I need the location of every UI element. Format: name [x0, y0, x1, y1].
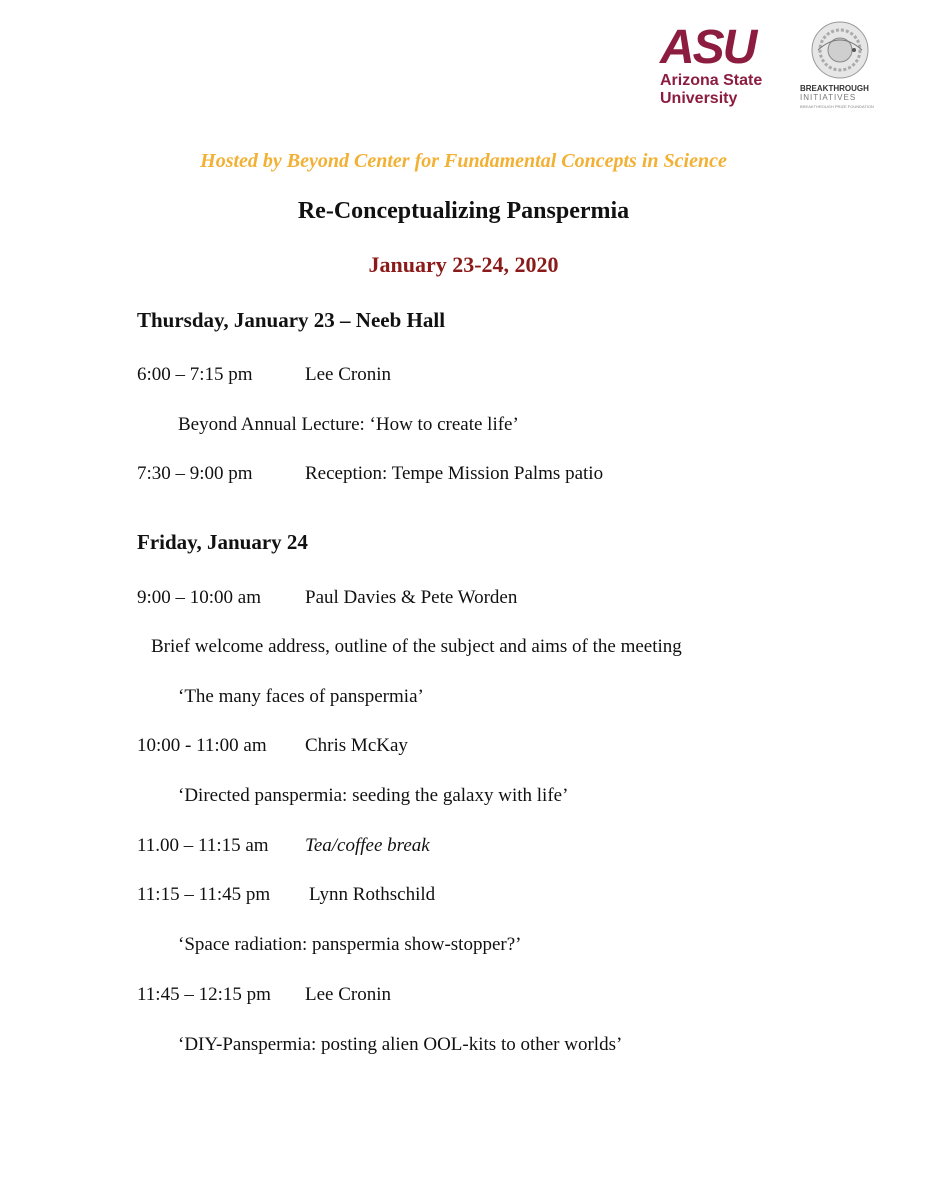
schedule-row: [137, 364, 392, 386]
session-time: 10:00 - 11:00 am: [137, 735, 267, 756]
schedule-row: [137, 587, 518, 609]
schedule-row: [137, 735, 408, 757]
session-speaker: Lee Cronin: [305, 984, 392, 1005]
session-detail: ‘Space radiation: panspermia show-stopper?’: [178, 934, 522, 955]
session-time: 6:00 – 7:15 pm: [137, 364, 253, 385]
session-speaker: Paul Davies & Pete Worden: [305, 587, 518, 608]
breakthrough-globe-icon: [810, 20, 870, 80]
breakthrough-line3: BREAKTHROUGH PRIZE FOUNDATION: [800, 104, 874, 109]
schedule-row: [137, 884, 436, 906]
session-detail: ‘Directed panspermia: seeding the galaxy with life’: [178, 785, 569, 806]
breakthrough-initiatives-logo: [800, 20, 880, 120]
session-speaker: Chris McKay: [305, 735, 408, 756]
hosted-by-line: Hosted by Beyond Center for Fundamental Concepts in Science: [200, 150, 727, 172]
session-speaker: Reception: Tempe Mission Palms patio: [305, 463, 604, 484]
breakthrough-line2: INITIATIVES: [800, 93, 857, 102]
schedule-row: [137, 835, 430, 857]
session-break: Tea/coffee break: [305, 835, 430, 856]
event-dates: January 23-24, 2020: [368, 252, 559, 277]
schedule-row: [137, 463, 604, 485]
day-heading-thursday: Thursday, January 23 – Neeb Hall: [137, 308, 446, 332]
event-title: Re-Conceptualizing Panspermia: [297, 198, 630, 224]
session-time: 11:15 – 11:45 pm: [137, 884, 271, 905]
session-time: 11.00 – 11:15 am: [137, 835, 269, 856]
breakthrough-line1: BREAKTHROUGH: [800, 84, 869, 93]
asu-logo-name: [660, 72, 762, 108]
asu-logo: [655, 21, 780, 114]
breakthrough-logo-text: [800, 84, 880, 111]
asu-name-line1: Arizona State: [660, 72, 763, 89]
session-time: 9:00 – 10:00 am: [137, 587, 262, 608]
logo-bar: [655, 20, 885, 120]
session-detail: Beyond Annual Lecture: ‘How to create life’: [178, 414, 519, 435]
schedule-row: [137, 984, 392, 1006]
session-detail: ‘DIY-Panspermia: posting alien OOL-kits to other worlds’: [178, 1034, 623, 1055]
session-speaker: Lynn Rothschild: [309, 884, 436, 905]
day-heading-friday: Friday, January 24: [137, 530, 308, 554]
asu-name-line2: University: [660, 90, 738, 107]
session-time: 7:30 – 9:00 pm: [137, 463, 253, 484]
session-detail: ‘The many faces of panspermia’: [178, 686, 424, 707]
session-speaker: Lee Cronin: [305, 364, 392, 385]
session-time: 11:45 – 12:15 pm: [137, 984, 271, 1005]
asu-logo-mark: ASU: [660, 21, 756, 74]
session-detail: Brief welcome address, outline of the subject and aims of the meeting: [151, 636, 682, 657]
